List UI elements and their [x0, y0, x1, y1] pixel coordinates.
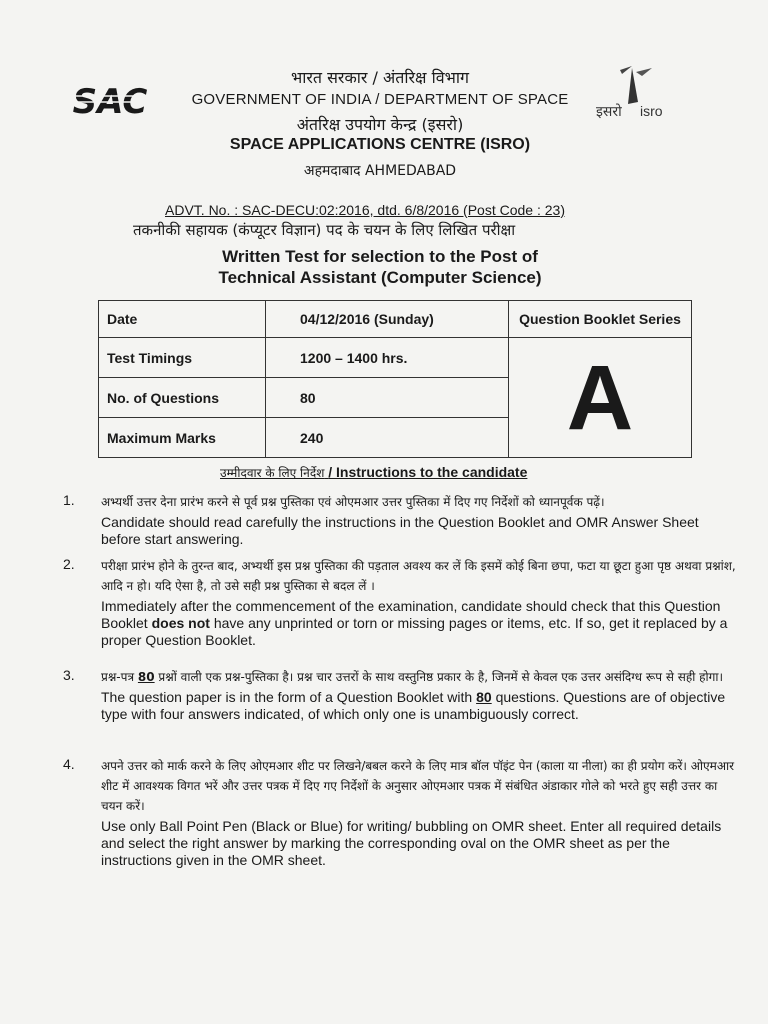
sac-logo — [60, 80, 160, 122]
questions-label: No. of Questions — [99, 378, 266, 418]
series-label: Question Booklet Series — [509, 301, 692, 338]
instruction-number: 3. — [63, 667, 75, 683]
hindi-centre-heading: अंतरिक्ष उपयोग केन्द्र (इसरो) — [296, 115, 464, 134]
instruction-hindi: अपने उत्तर को मार्क करने के लिए ओएमआर शीट पर लिखने/बबल करने के लिए मात्र बॉल पॉइंट पेन (काला या नीला) का ही प्रयोग करें। ओएमआर शीट में आवश्यक विगत भरें और उत्तर पत्रक में दिए गए निर्देशों के अनुसार ओएमआर पत्रक में संबंधित अंडाकार गोले को भरते हुए सही उत्तर का चयन करें। — [101, 759, 735, 813]
instruction-hindi: परीक्षा प्रारंभ होने के तुरन्त बाद, अभ्यर्थी इस प्रश्न पुस्तिका की पड़ताल अवश्य कर लें कि इसमें कोई बिना छपा, फटा या छूटा हुआ पृष्ठ अथवा प्रश्नांश, आदि न हो। यदि ऐसा है, तो उसे सही प्रश्न पुस्तिका से बदल लें । — [101, 559, 736, 593]
instruction-english-part: Immediately after the commencement of the examination, candidate should check that this Question Booklet — [101, 598, 721, 631]
marks-label: Maximum Marks — [99, 418, 266, 458]
instruction-english — [101, 598, 737, 649]
hindi-test-title: तकनीकी सहायक (कंप्यूटर विज्ञान) पद के चयन के लिए लिखित परीक्षा — [133, 221, 516, 239]
instruction-hindi-part: प्रश्न-पत्र — [101, 670, 138, 684]
instructions-heading-english: / Instructions to the candidate — [328, 464, 528, 480]
instruction-hindi — [101, 667, 737, 687]
instruction-body — [101, 756, 737, 869]
date-value: 04/12/2016 (Sunday) — [266, 301, 509, 338]
svg-text:इसरो: इसरो — [596, 104, 622, 120]
govt-heading: GOVERNMENT OF INDIA / DEPARTMENT OF SPACE — [191, 91, 569, 108]
instruction-english-part: The question paper is in the form of a Question Booklet with — [101, 689, 477, 705]
city: AHMEDABAD — [364, 163, 457, 179]
instruction-number: 4. — [63, 756, 75, 772]
advertisement-number: ADVT. No. : SAC-DECU:02:2016, dtd. 6/8/2016 (Post Code : 23) — [165, 202, 565, 218]
date-label: Date — [99, 301, 266, 338]
marks-value: 240 — [266, 418, 509, 458]
instructions-heading-hindi: उम्मीदवार के लिए निर्देश — [220, 466, 325, 480]
instruction-hindi: अभ्यर्थी उत्तर देना प्रारंभ करने से पूर्व प्रश्न पुस्तिका एवं ओएमआर उत्तर पुस्तिका में दिए गए निर्देशों को ध्यानपूर्वक पढ़ें। — [101, 495, 605, 509]
instruction-english: Use only Ball Point Pen (Black or Blue) for writing/ bubbling on OMR sheet. Enter all required details and select the right answer by marking the corresponding oval on the OMR sheet as per the instructions given in the OMR sheet. — [101, 818, 722, 868]
instruction-english-part: questions. Questions are of objective type with four answers indicated, of which only one is unambiguously correct. — [101, 689, 726, 722]
exam-info-table — [98, 300, 692, 458]
instruction-english-number: 80 — [476, 689, 492, 705]
test-title-line1: Written Test for selection to the Post of — [222, 247, 538, 266]
instruction-english — [101, 689, 737, 723]
instruction-emphasis: does not — [151, 615, 210, 631]
series-value: A — [509, 338, 692, 458]
instruction-body — [101, 556, 737, 649]
svg-text:isro: isro — [640, 103, 663, 119]
instruction-hindi-number: 80 — [137, 670, 155, 684]
centre-heading: SPACE APPLICATIONS CENTRE (ISRO) — [229, 136, 531, 153]
city-heading — [180, 161, 580, 180]
instructions-heading — [220, 464, 527, 481]
timings-value: 1200 – 1400 hrs. — [266, 338, 509, 378]
questions-value: 80 — [266, 378, 509, 418]
instruction-number: 2. — [63, 556, 75, 572]
instruction-number: 1. — [63, 492, 75, 508]
hindi-city: अहमदाबाद — [303, 163, 361, 179]
instruction-english: Candidate should read carefully the instructions in the Question Booklet and OMR Answer Sheet before start answering. — [101, 514, 699, 547]
hindi-govt-heading: भारत सरकार / अंतरिक्ष विभाग — [290, 68, 470, 87]
svg-text:SAC: SAC — [72, 82, 148, 122]
instruction-body — [101, 667, 737, 723]
instruction-body — [101, 492, 737, 548]
instruction-english-part: have any unprinted or torn or missing pages or items, etc. If so, get it replaced by a proper Question Booklet. — [101, 615, 728, 648]
timings-label: Test Timings — [99, 338, 266, 378]
isro-logo — [592, 62, 687, 128]
test-title-line2: Technical Assistant (Computer Science) — [218, 268, 542, 287]
instruction-hindi-part: प्रश्नों वाली एक प्रश्न-पुस्तिका है। प्रश्न चार उत्तरों के साथ वस्तुनिष्ठ प्रकार के है, जिनमें से केवल एक उत्तर असंदिग्ध रूप से सही होगा। — [154, 670, 724, 684]
